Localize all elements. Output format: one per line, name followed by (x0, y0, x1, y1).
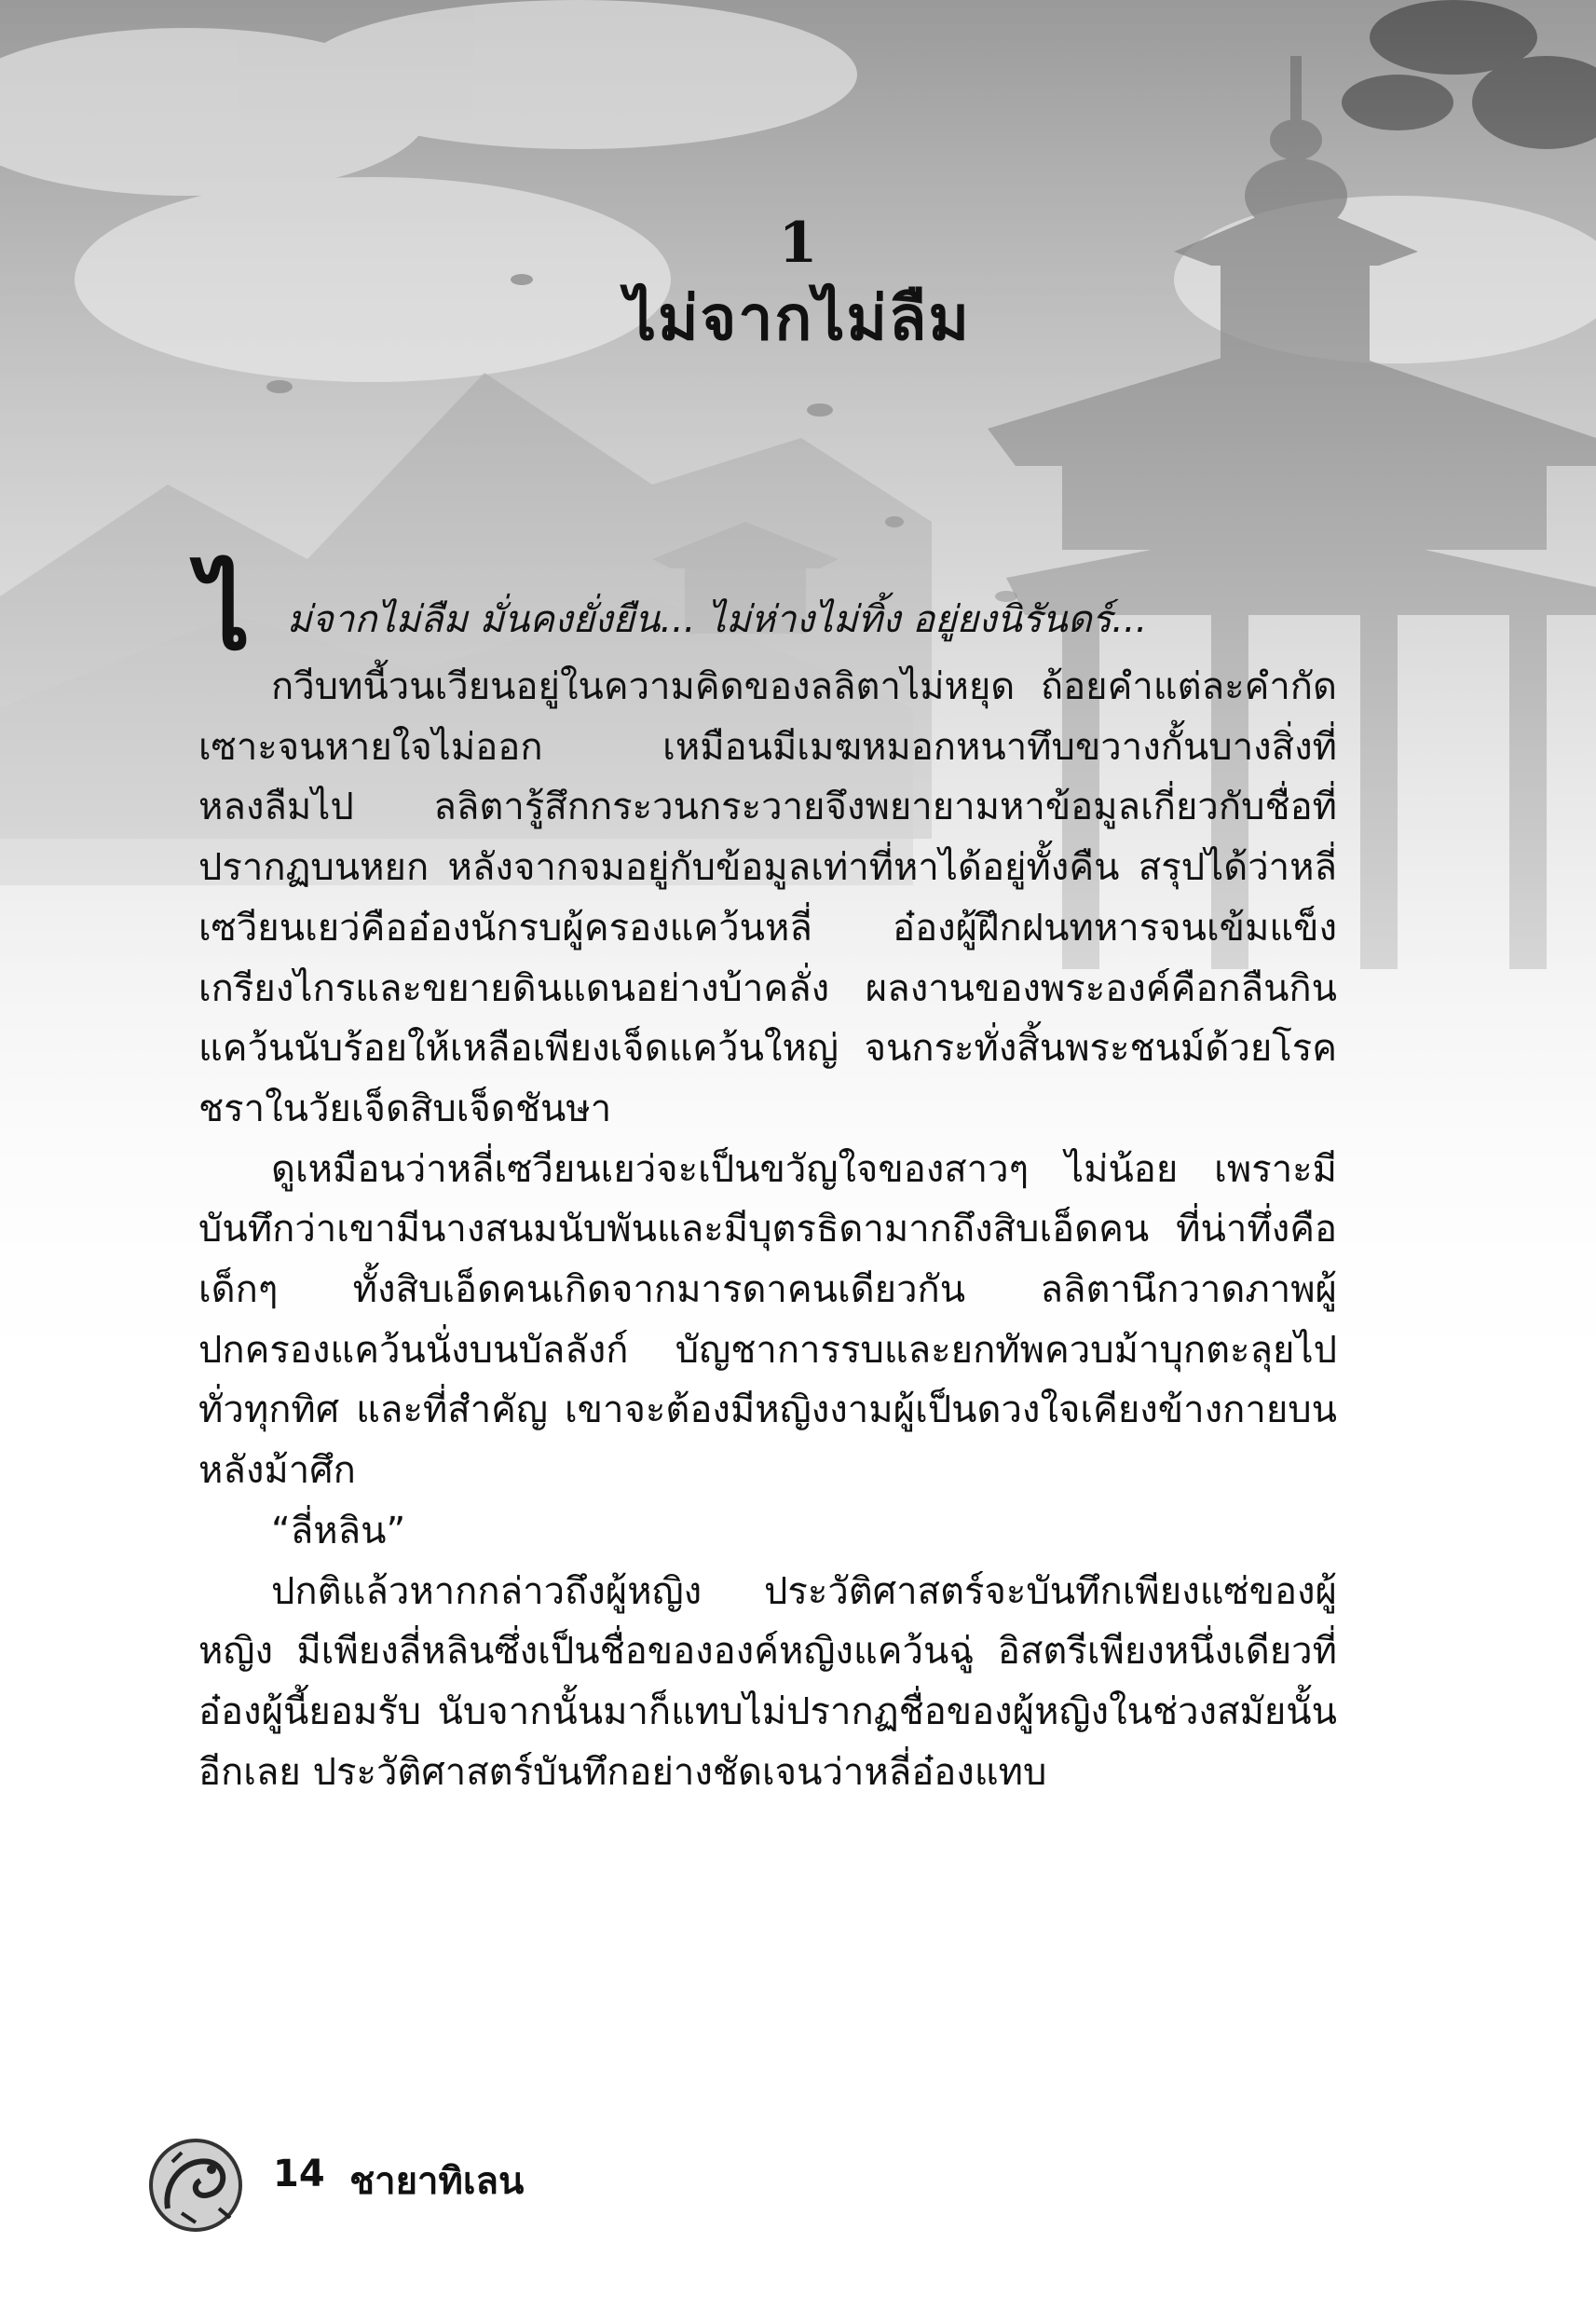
page-number: 14 (273, 2153, 325, 2195)
dragon-emblem-icon (144, 2134, 247, 2236)
book-title: ชายาทิเลน (349, 2160, 525, 2203)
chapter-body (198, 554, 1337, 1802)
opening-verse-text: ม่จากไม่ลืม มั่นคงยั่งยืน... ไม่ห่างไม่ทิ้ง อยู่ยงนิรันดร์... (287, 598, 1148, 641)
paragraph: ปกติแล้วหากกล่าวถึงผู้หญิง ประวัติศาสตร์จะบันทึกเพียงแซ่ของผู้หญิง มีเพียงลี่หลินซึ่งเป็นชื่อขององค์หญิงแคว้นฉู่ อิสตรีเพียงหนึ่งเดียวที่อ๋องผู้นี้ยอมรับ นับจากนั้นมาก็แทบไม่ปรากฏชื่อของผู้หญิงในช่วงสมัยนั้นอีกเลย ประวัติศาสตร์บันทึกอย่างชัดเจนว่าหลี่อ๋องแทบ (198, 1569, 1337, 1794)
paragraph: กวีบทนี้วนเวียนอยู่ในความคิดของลลิตาไม่หยุด ถ้อยคำแต่ละคำกัดเซาะจนหายใจไม่ออก เหมือนมีเมฆหมอกหนาทึบขวางกั้นบางสิ่งที่หลงลืมไป ลลิตารู้สึกกระวนกระวายจึงพยายามหาข้อมูลเกี่ยวกับชื่อที่ปรากฏบนหยก หลังจากจมอยู่กับข้อมูลเท่าที่หาได้อยู่ทั้งคืน สรุปได้ว่าหลี่เซวียนเยว่คืออ๋องนักรบผู้ครองแคว้นหลี่ อ๋องผู้ฝึกฝนทหารจนเข้มแข็งเกรียงไกรและขยายดินแดนอย่างบ้าคลั่ง ผลงานของพระองค์คือกลืนกินแคว้นนับร้อยให้เหลือเพียงเจ็ดแคว้นใหญ่ จนกระทั่งสิ้นพระชนม์ด้วยโรคชราในวัยเจ็ดสิบเจ็ดชันษา (198, 665, 1337, 1130)
chapter-heading (0, 210, 1596, 361)
page-footer (144, 2134, 797, 2236)
paragraph: ดูเหมือนว่าหลี่เซวียนเยว่จะเป็นขวัญใจของสาวๆ ไม่น้อย เพราะมีบันทึกว่าเขามีนางสนมนับพันและมีบุตรธิดามากถึงสิบเอ็ดคน ที่น่าทึ่งคือเด็กๆ ทั้งสิบเอ็ดคนเกิดจากมารดาคนเดียวกัน ลลิตานึกวาดภาพผู้ปกครองแคว้นนั่งบนบัลลังก์ บัญชาการรบและยกทัพควบม้าบุกตะลุยไปทั่วทุกทิศ และที่สำคัญ เขาจะต้องมีหญิงงามผู้เป็นดวงใจเคียงข้างกายบนหลังม้าศึก (198, 1147, 1337, 1493)
opening-verse (198, 554, 1337, 673)
dialogue-line: “ลี่หลิน” (271, 1509, 406, 1552)
chapter-title: ไม่จากไม่ลืม (624, 282, 972, 354)
chapter-number: 1 (778, 211, 818, 276)
drop-cap: ไ (198, 554, 251, 673)
